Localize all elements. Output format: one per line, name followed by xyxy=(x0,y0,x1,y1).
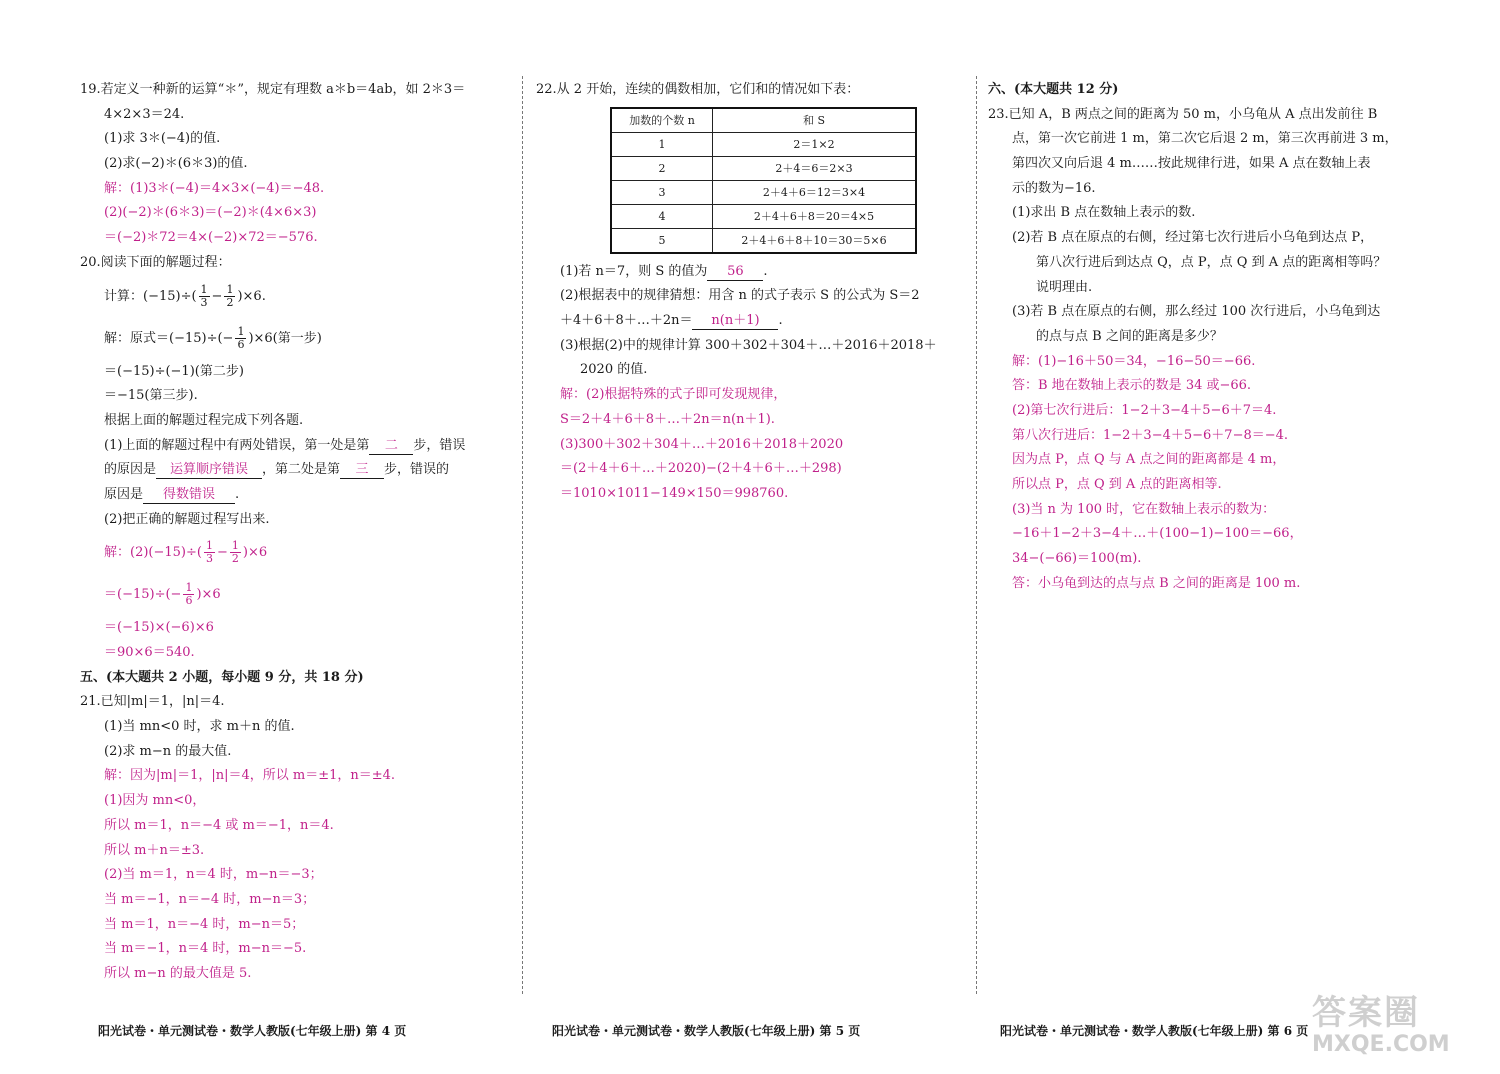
text: ，第二处是第 xyxy=(262,462,341,478)
q20-solution: ＝90×6＝540. xyxy=(104,645,195,660)
table-header: 和 S xyxy=(713,108,917,133)
page-footer: 阳光试卷・单元测试卷・数学人教版(七年级上册) 第 6 页 xyxy=(1000,1024,1309,1038)
section-5-heading: 五、(本大题共 2 小题，每小题 9 分，共 18 分) xyxy=(80,669,364,685)
q20-part1 xyxy=(80,434,512,459)
q21-solution: (1)因为 mn<0， xyxy=(104,793,206,809)
text: − xyxy=(216,545,228,561)
q23-solution: 所以点 P，点 Q 到 A 点的距离相等. xyxy=(1012,477,1222,492)
denominator: 2 xyxy=(226,295,234,309)
q22-part1 xyxy=(536,260,966,285)
q19-part2: (2)求(−2)＊(6＊3)的值. xyxy=(104,156,248,172)
q22-part3: (3)根据(2)中的规律计算 300＋302＋304＋…＋2016＋2018＋ xyxy=(560,337,937,353)
q21-solution: (2)当 m＝1，n＝4 时，m−n＝−3； xyxy=(104,867,323,883)
answer-blank xyxy=(707,264,763,281)
table-cell: 2 xyxy=(611,156,713,180)
table-cell: 4 xyxy=(611,204,713,228)
q20-part2: (2)把正确的解题过程写出来. xyxy=(104,511,270,527)
fraction xyxy=(204,540,215,565)
q23-solution: 答：小乌龟到达的点与点 B 之间的距离是 100 m. xyxy=(1012,575,1301,591)
answer-blank xyxy=(156,462,262,479)
q23-part1: (1)求出 B 点在数轴上表示的数. xyxy=(1012,205,1196,221)
q19-solution: (2)(−2)＊(6＊3)＝(−2)＊(4×6×3) xyxy=(104,205,317,221)
table-cell: 2＋4＋6＝12＝3×4 xyxy=(713,180,917,204)
answer: 二 xyxy=(384,437,398,453)
q23-part2: (2)若 B 点在原点的右侧，经过第七次行进后小乌龟到达点 P， xyxy=(1012,230,1374,246)
answer: 运算顺序错误 xyxy=(170,462,249,478)
numerator: 1 xyxy=(185,581,193,595)
answer: 三 xyxy=(355,462,369,478)
q23-part2-cont: 说明理由. xyxy=(1036,279,1093,295)
page-4-column xyxy=(80,78,512,987)
q23-part2-cont: 第八次行进后到达点 Q，点 P，点 Q 到 A 点的距离相等吗？ xyxy=(1036,254,1387,270)
answer: 得数错误 xyxy=(163,486,216,502)
q23-solution: (2)第七次行进后：1−2＋3−4＋5−6＋7＝4. xyxy=(1012,402,1277,418)
q19-part1: (1)求 3＊(−4)的值. xyxy=(104,131,221,147)
q23-solution: 34−(−66)＝100(m). xyxy=(1012,551,1142,567)
numerator: 1 xyxy=(231,539,239,553)
fraction xyxy=(230,540,241,565)
q21-solution: 所以 m＋n＝±3. xyxy=(104,842,205,858)
q22-part2-cont xyxy=(536,309,966,334)
q19-line: 19.若定义一种新的运算“＊”，规定有理数 a＊b＝4ab，如 2＊3＝ xyxy=(80,82,466,97)
q23-line: 23.已知 A，B 两点之间的距离为 50 m，小乌龟从 A 点出发前往 B xyxy=(988,106,1378,122)
site-watermark xyxy=(1312,994,1484,1066)
text: . xyxy=(763,263,768,279)
text: (1)上面的解题过程中有两处错误，第一处是第 xyxy=(104,437,370,453)
q23-solution: (3)当 n 为 100 时，它在数轴上表示的数为： xyxy=(1012,501,1276,517)
q19-line: 4×2×3＝24. xyxy=(104,106,185,122)
q22-part2: (2)根据表中的规律猜想：用含 n 的式子表示 S 的公式为 S＝2 xyxy=(560,288,920,304)
text: 解：(2)(−15)÷( xyxy=(104,545,202,561)
numerator: 1 xyxy=(237,324,245,338)
text: )×6(第一步) xyxy=(248,330,322,346)
text: − xyxy=(211,288,223,304)
text: 的原因是 xyxy=(104,462,157,478)
q21-title: 21.已知|m|＝1，|n|＝4. xyxy=(80,694,225,710)
q20-solution xyxy=(80,532,512,574)
table-row xyxy=(611,180,916,204)
page-6-column xyxy=(988,78,1428,596)
q20-task: 根据上面的解题过程完成下列各题. xyxy=(104,412,304,428)
fraction xyxy=(235,326,246,351)
text: )×6. xyxy=(237,288,266,304)
q20-step3: ＝−15(第三步). xyxy=(104,388,198,404)
numerator: 1 xyxy=(205,539,213,553)
q19-solution: ＝(−2)＊72＝4×(−2)×72＝−576. xyxy=(104,230,318,246)
table-cell: 5 xyxy=(611,228,713,253)
table-cell: 2＋4＝6＝2×3 xyxy=(713,156,917,180)
column-divider xyxy=(976,76,977,994)
q20-step2: ＝(−15)÷(−1)(第二步) xyxy=(104,363,244,379)
sum-table xyxy=(610,107,917,254)
q23-part3-cont: 的点与点 B 之间的距离是多少？ xyxy=(1036,328,1223,344)
answer: 56 xyxy=(727,263,744,279)
table-header-row xyxy=(611,108,916,133)
answer-blank xyxy=(143,487,235,504)
fraction xyxy=(183,582,194,607)
text: ＝(−15)÷(− xyxy=(104,587,182,603)
table-cell: 2＋4＋6＋8＋10＝30＝5×6 xyxy=(713,228,917,253)
denominator: 6 xyxy=(237,337,245,351)
q20-given-solution xyxy=(80,318,512,360)
table-header: 加数的个数 n xyxy=(611,108,713,133)
q23-solution: 因为点 P，点 Q 与 A 点之间的距离都是 4 m， xyxy=(1012,452,1286,468)
q22-part3-cont: 2020 的值. xyxy=(580,362,648,378)
text: )×6 xyxy=(196,587,221,603)
q21-solution: 当 m＝−1，n＝−4 时，m−n＝3； xyxy=(104,891,316,907)
text: . xyxy=(778,313,783,329)
text: )×6 xyxy=(242,545,268,561)
denominator: 6 xyxy=(185,594,193,608)
text: (1)若 n＝7，则 S 的值为 xyxy=(560,263,708,279)
fraction xyxy=(224,284,235,309)
q21-part2: (2)求 m−n 的最大值. xyxy=(104,743,232,759)
page-5-column xyxy=(536,78,966,507)
numerator: 1 xyxy=(226,282,234,296)
q20-part1-cont xyxy=(80,458,512,483)
q22-solution: S＝2＋4＋6＋8＋…＋2n＝n(n＋1). xyxy=(560,411,775,427)
q23-line: 第四次又向后退 4 m……按此规律行进，如果 A 点在数轴上表 xyxy=(1012,156,1371,172)
q22-solution: ＝(2＋4＋6＋…＋2020)−(2＋4＋6＋…＋298) xyxy=(560,461,842,477)
q22-solution: (3)300＋302＋304＋…＋2016＋2018＋2020 xyxy=(560,436,844,452)
q20-solution: ＝(−15)×(−6)×6 xyxy=(104,620,214,636)
q23-solution: 第八次行进后：1−2＋3−4＋5−6＋7−8＝−4. xyxy=(1012,427,1289,443)
q20-part1-cont xyxy=(80,483,512,508)
q22-solution: 解：(2)根据特殊的式子即可发现规律， xyxy=(560,387,787,403)
section-6-heading: 六、(本大题共 12 分) xyxy=(988,82,1119,97)
q23-part3: (3)若 B 点在原点的右侧，那么经过 100 次行进后，小乌龟到达 xyxy=(1012,304,1381,320)
fraction xyxy=(199,284,210,309)
q21-solution: 所以 m＝1，n＝−4 或 m＝−1，n＝4. xyxy=(104,817,334,833)
page-footer: 阳光试卷・单元测试卷・数学人教版(七年级上册) 第 5 页 xyxy=(552,1024,861,1038)
table-cell: 2＋4＋6＋8＝20＝4×5 xyxy=(713,204,917,228)
q21-solution: 当 m＝−1，n＝4 时，m−n＝−5. xyxy=(104,941,307,957)
q19-solution: 解：(1)3＊(−4)＝4×3×(−4)＝−48. xyxy=(104,180,325,196)
table-cell: 1 xyxy=(611,132,713,156)
text: 步，错误的 xyxy=(384,462,450,478)
q21-solution: 当 m＝1，n＝−4 时，m−n＝5； xyxy=(104,916,305,932)
q21-solution: 所以 m−n 的最大值是 5. xyxy=(104,965,252,981)
q22-title: 22.从 2 开始，连续的偶数相加，它们和的情况如下表： xyxy=(536,82,860,97)
q23-solution: −16＋1−2＋3−4＋…＋(100−1)−100＝−66， xyxy=(1012,526,1303,542)
answer-blank xyxy=(692,313,778,330)
q20-title: 20.阅读下面的解题过程： xyxy=(80,254,231,270)
table-row xyxy=(611,204,916,228)
watermark-url: MXQE.COM xyxy=(1312,1032,1450,1057)
text: . xyxy=(235,486,240,502)
answer-blank xyxy=(369,438,413,455)
table-row xyxy=(611,228,916,253)
denominator: 3 xyxy=(200,295,208,309)
q23-solution: 答：B 地在数轴上表示的数是 34 或−66. xyxy=(1012,378,1252,394)
q23-line: 示的数为−16. xyxy=(1012,180,1096,196)
q22-solution: ＝1010×1011−149×150＝998760. xyxy=(560,485,789,501)
q20-solution xyxy=(80,574,512,616)
text: 原因是 xyxy=(104,486,144,502)
table-row xyxy=(611,132,916,156)
text: 计算：(−15)÷( xyxy=(104,288,197,304)
text: ＋4＋6＋8＋…＋2n＝ xyxy=(560,313,693,329)
table-cell: 2＝1×2 xyxy=(713,132,917,156)
page-footer: 阳光试卷・单元测试卷・数学人教版(七年级上册) 第 4 页 xyxy=(98,1024,407,1038)
table-cell: 3 xyxy=(611,180,713,204)
q23-solution: 解：(1)−16＋50＝34，−16−50＝−66. xyxy=(1012,353,1256,369)
answer-blank xyxy=(340,462,384,479)
q20-calc xyxy=(80,276,512,318)
numerator: 1 xyxy=(200,282,208,296)
denominator: 2 xyxy=(231,552,239,566)
q21-part1: (1)当 mn<0 时，求 m＋n 的值. xyxy=(104,719,295,735)
column-divider xyxy=(522,76,523,994)
table-row xyxy=(611,156,916,180)
text: 解：原式＝(−15)÷(− xyxy=(104,330,234,346)
watermark-logo-text: 答案圈 xyxy=(1312,993,1420,1033)
text: 步，错误 xyxy=(413,437,466,453)
denominator: 3 xyxy=(205,552,213,566)
q21-solution: 解：因为|m|＝1，|n|＝4，所以 m＝±1，n＝±4. xyxy=(104,768,396,784)
q23-line: 点，第一次它前进 1 m，第二次它后退 2 m，第三次再前进 3 m， xyxy=(1012,131,1398,147)
answer: n(n＋1) xyxy=(711,313,760,329)
